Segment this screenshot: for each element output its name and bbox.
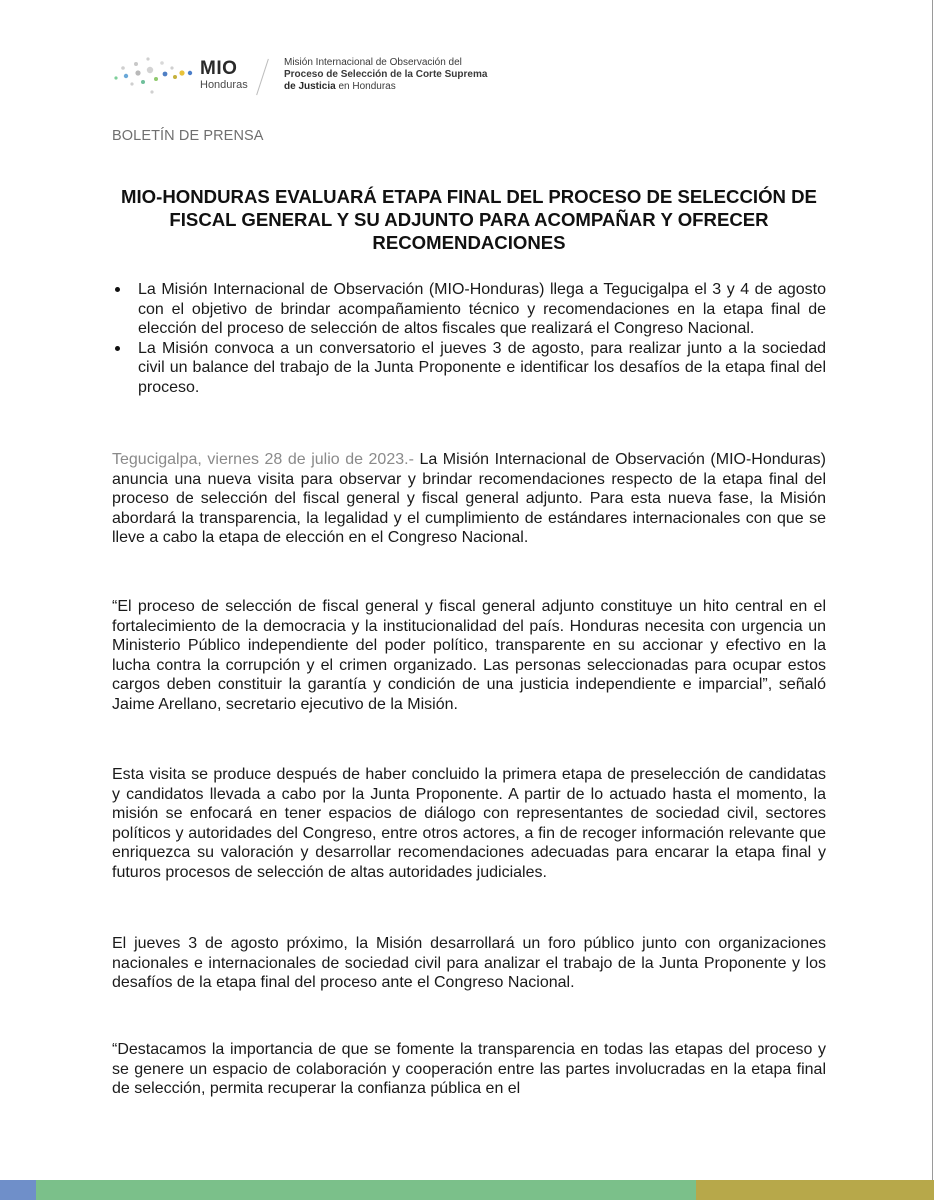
logo-desc-line-3-rest: en Honduras: [335, 81, 396, 92]
paragraph-4: El jueves 3 de agosto próximo, la Misión desarrollará un foro público junto con organizaciones nacionales e internacionales de sociedad civil para analizar el trabajo de la Junta Proponente y los desafíos de la etapa final del proceso ante el Congreso Nacional.: [112, 935, 826, 991]
logo-desc-line-3: [284, 81, 514, 93]
logo-country-text: Honduras: [200, 79, 248, 91]
bullet-dot-icon: [115, 287, 120, 292]
mio-logo: [112, 54, 196, 100]
paragraph-1: [112, 450, 826, 548]
paragraph-2: “El proceso de selección de fiscal general y fiscal general adjunto constituye un hito central en el fortalecimiento de la democracia y la institucionalidad del país. Honduras necesita con urgencia un Ministerio Público independiente del poder político, transparente en su accionar y efectivo en la lucha contra la corrupción y el crimen organizado. Las personas seleccionadas para ocupar estos cargos deben constituir la garantía y condición de una justicia independiente e imparcial”, señaló Jaime Arellano, secretario ejecutivo de la Misión.: [112, 598, 826, 713]
logo-wordmark: [200, 59, 260, 92]
logo-desc-line-1: Misión Internacional de Observación del: [284, 57, 462, 68]
press-headline: MIO-HONDURAS EVALUARÁ ETAPA FINAL DEL PROCESO DE SELECCIÓN DE FISCAL GENERAL Y SU ADJUNTO PARA ACOMPAÑAR Y OFRECER RECOMENDACIONES: [121, 186, 817, 253]
logo-mio-text: MIO: [200, 58, 238, 79]
bullet-dot-icon: [115, 346, 120, 351]
paragraph-3: Esta visita se produce después de haber concluido la primera etapa de preselección de candidatas y candidatos llevada a cabo por la Junta Proponente. A partir de lo actuado hasta el momento, la misión se enfocará en tener espacios de diálogo con representantes de sociedad civil, sectores políticos y autoridades del Congreso, entre otros actores, a fin de recoger información relevante que enriquezca su valoración y desarrollar recomendaciones adecuadas para encarar la etapa final y futuros procesos de selección de altas autoridades judiciales.: [112, 766, 826, 881]
footer-bar-blue: [0, 1180, 36, 1200]
footer-bar-olive: [696, 1180, 934, 1200]
bullet-item: [112, 280, 826, 339]
dateline: Tegucigalpa, viernes 28 de julio de 2023.-: [112, 451, 414, 468]
bullet-text: La Misión Internacional de Observación (MIO-Honduras) llega a Tegucigalpa el 3 y 4 de agosto con el objetivo de brindar acompañamiento técnico y recomendaciones en la etapa final de elección del proceso de selección de altos fiscales que realizará el Congreso Nacional.: [138, 281, 826, 337]
summary-bullets: [112, 280, 826, 397]
bullet-text: La Misión convoca a un conversatorio el jueves 3 de agosto, para realizar junto a la sociedad civil un balance del trabajo de la Junta Proponente e identificar los desafíos de la etapa final del proceso.: [138, 339, 826, 396]
paragraph-1-text: La Misión Internacional de Observación (MIO-Honduras) anuncia una nueva visita para observar y brindar recomendaciones respecto de la etapa final del proceso de selección del fiscal general y fiscal general adjunto. Para esta nueva fase, la Misión abordará la transparencia, la legalidad y el cumplimiento de estándares internacionales con que se lleve a cabo la etapa de elección en el Congreso Nacional.: [112, 451, 827, 546]
logo-desc-line-3-bold: de Justicia: [284, 81, 336, 92]
logo-dots-icon: [112, 54, 196, 100]
logo-description: [284, 57, 514, 93]
bullet-item: [112, 339, 826, 398]
logo-desc-line-2: Proceso de Selección de la Corte Suprema: [284, 69, 488, 80]
footer-bar-green: [36, 1180, 696, 1200]
bulletin-label: BOLETÍN DE PRENSA: [112, 128, 264, 144]
footer-color-bar: [0, 1180, 934, 1200]
paragraph-5: “Destacamos la importancia de que se fomente la transparencia en todas las etapas del proceso y se genere un espacio de colaboración y cooperación entre las partes involucradas en la etapa final de selección, permita recuperar la confianza pública en el: [112, 1041, 826, 1097]
